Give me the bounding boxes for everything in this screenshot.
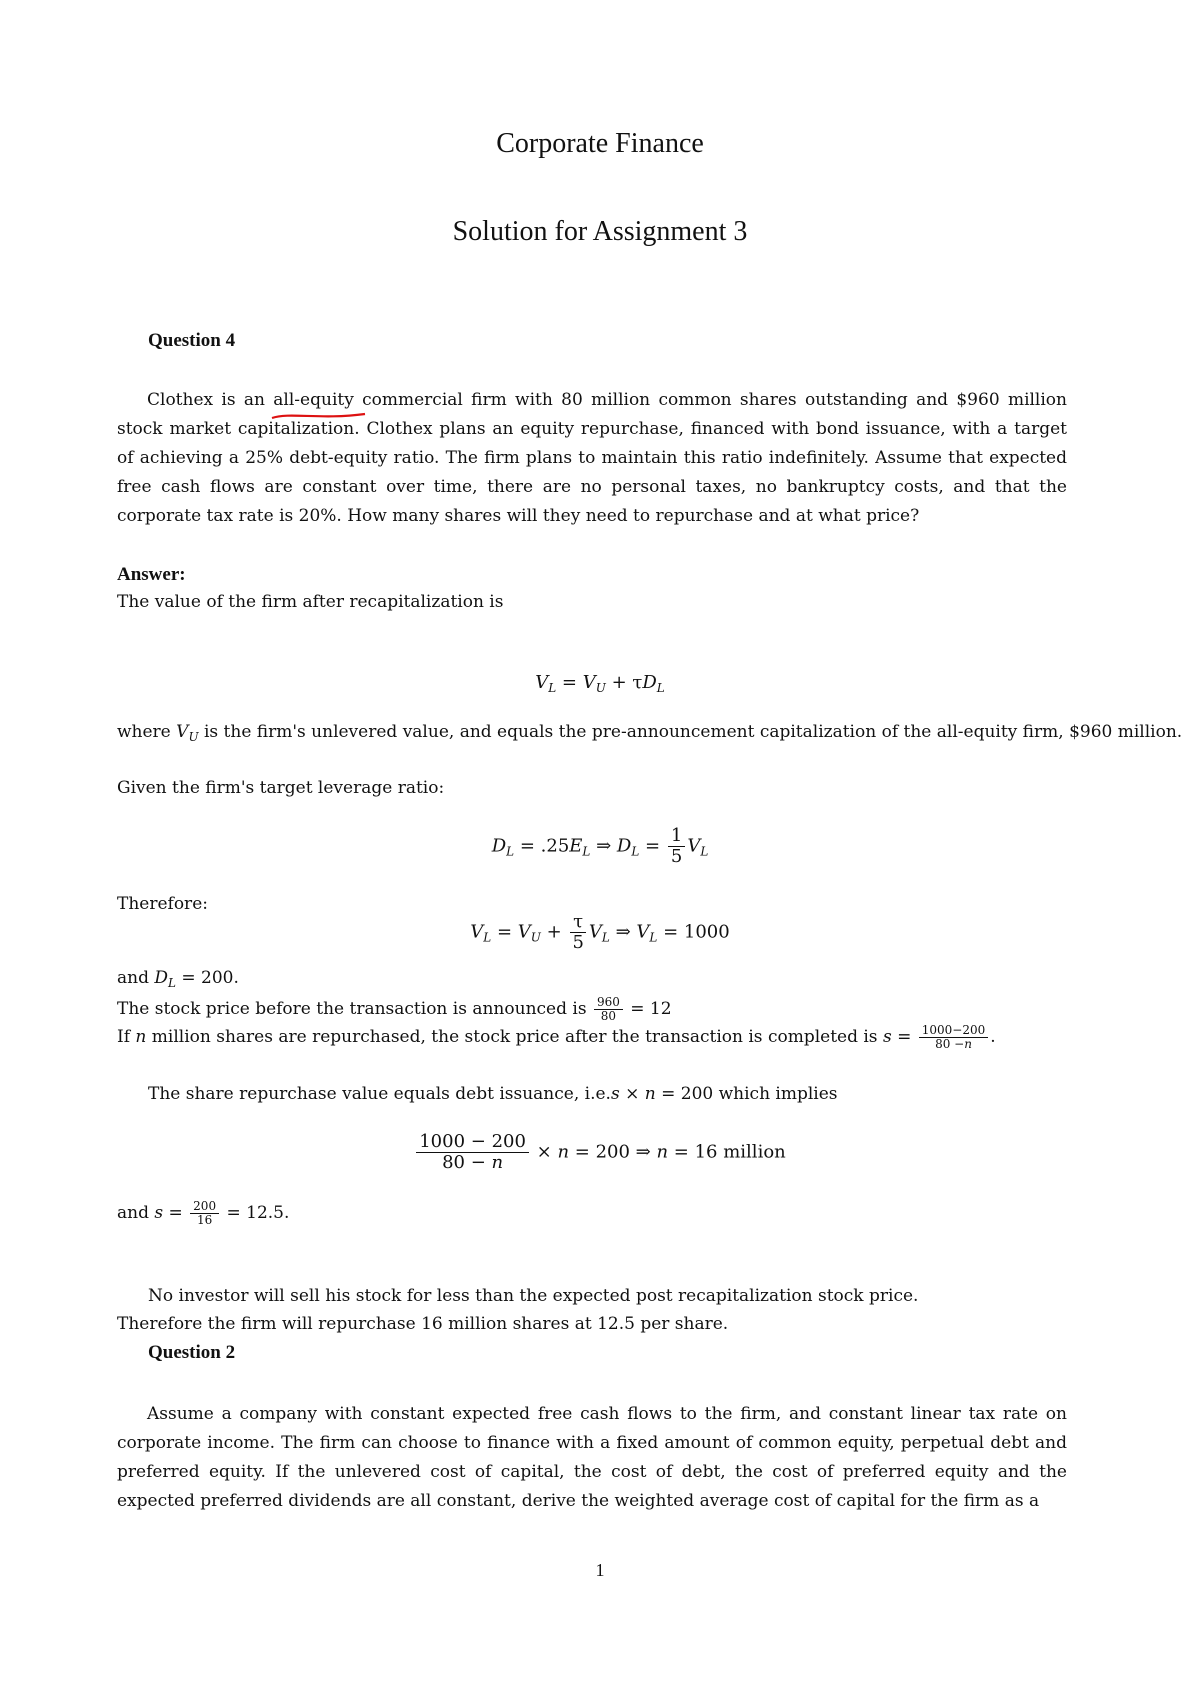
answer-line-3: Given the firm's target leverage ratio: [117,778,445,798]
answer-line-11: Therefore the firm will repurchase 16 million shares at 12.5 per share. [117,1314,729,1334]
equation-leverage: $D_L = .25E_L$ ⇒ $D_L$ = $\frac{1}{5}$ $V_L$ [491,825,709,867]
answer-label: Answer: [117,564,186,585]
question-4-heading: Question 4 [148,330,236,351]
equation-vl: $V_L = V_U + \tau D_L$ [535,672,665,695]
answer-line-6: The stock price before the transaction is announced is $\frac{960}{80}$ = 12 [117,995,672,1024]
equation-repurchase: $\frac{1000 - 200}{80 - n}$ × n = 200 ⇒ n = 16 million [0,1132,1200,1173]
question-2-heading: Question 2 [148,1342,236,1363]
page-number: 1 [595,1560,605,1580]
answer-line-8: The share repurchase value equals debt issuance, i.e.s × n = 200 which implies [148,1084,838,1104]
question-2-body: Assume a company with constant expected free cash flows to the firm, and constant linear tax rate on corporate income. The firm can choose to finance with a fixed amount of common equity, perpetual debt and preferred equity. If the unlevered cost of capital, the cost of debt, the cost of preferred equity and the expected preferred dividends are all constant, derive the weighted average cost of capital for the firm as a [117,1404,1067,1511]
document-subtitle: Solution for Assignment 3 [452,216,748,247]
answer-line-1: The value of the firm after recapitalization is [117,592,504,612]
handwritten-underline-mark [270,408,370,422]
answer-line-7: If n million shares are repurchased, the stock price after the transaction is completed is s = $\frac{1000-200}{80 -n}$ . [117,1023,996,1052]
equation-value: $V_L = V_U$ + $\frac{\tau}{5}$ $V_L$ ⇒ $V_L = 1000$ [470,911,730,953]
document-title: Corporate Finance [496,128,704,159]
answer-line-4: Therefore: [117,894,208,914]
answer-line-9: and s = $\frac{200}{16}$ = 12.5. [117,1199,290,1228]
answer-line-10: No investor will sell his stock for less than the expected post recapitalization stock price. [148,1286,919,1306]
question-4-body: Clothex is an all-equity commercial firm with 80 million common shares outstanding and $960 million stock market capitalization. Clothex plans an equity repurchase, financed with bond issuance, with a target of achieving a 25% debt-equity ratio. The firm plans to maintain this ratio indefinitely. Assume that expected free cash flows are constant over time, there are no personal taxes, no bankruptcy costs, and that the corporate tax rate is 20%. How many shares will they need to repurchase and at what price? [117,390,1067,526]
answer-line-5: and $D_L = 200$. [117,968,239,990]
answer-line-2: where $V_U$ is the firm's unlevered value, and equals the pre-announcement capitalization of the all-equity firm, $960 million. [117,722,1183,744]
